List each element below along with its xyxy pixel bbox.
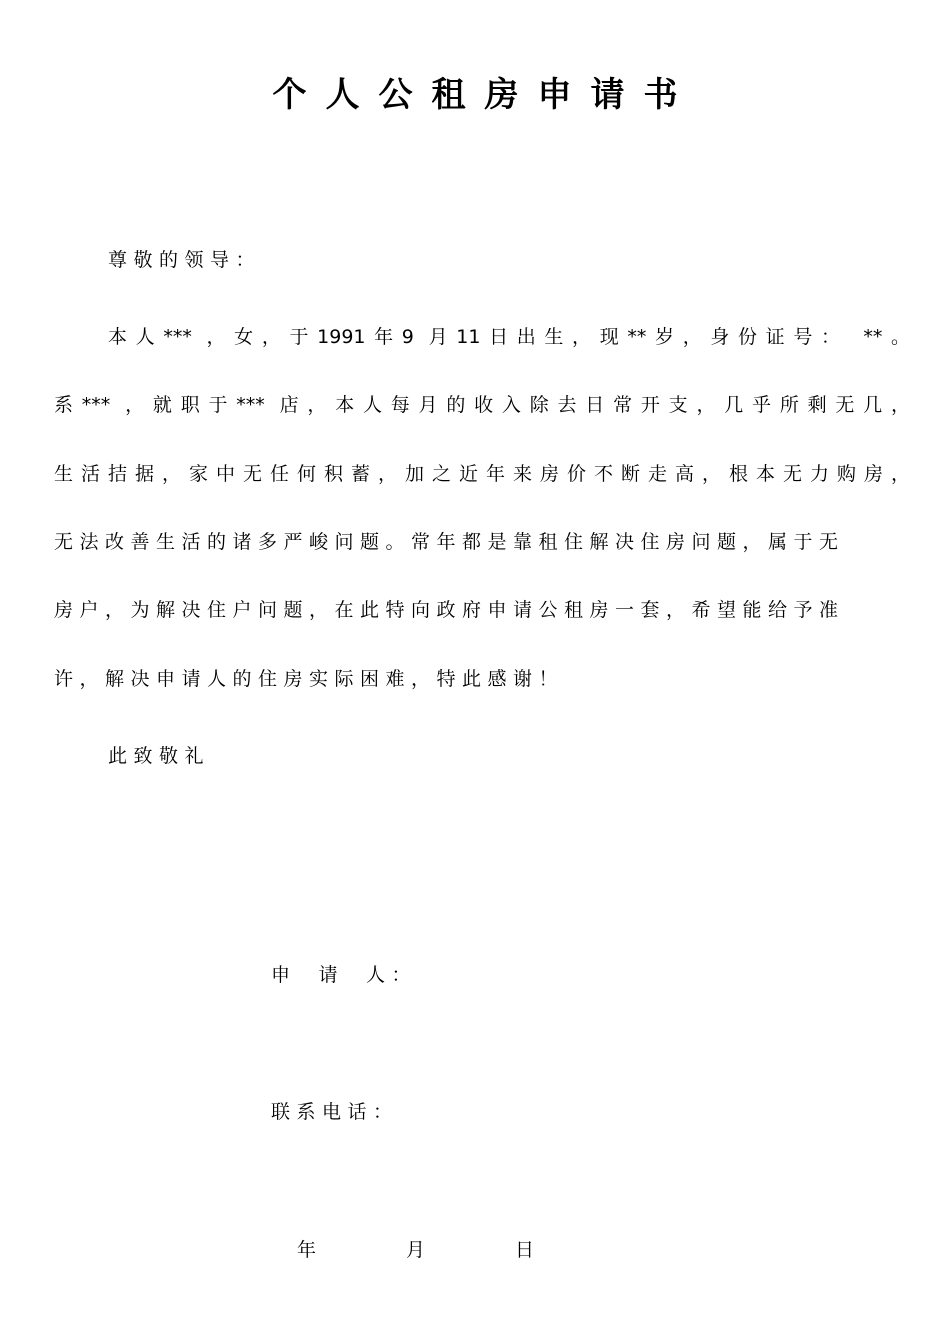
salutation: 尊敬的领导：	[108, 249, 262, 271]
applicant-label	[271, 963, 417, 987]
applicant-char-2: 请	[318, 964, 345, 986]
phone-label: 联系电话：	[271, 1101, 399, 1123]
body-line-6: 许，解决申请人的住房实际困难，特此感谢！	[54, 668, 565, 690]
closing-line: 此致敬礼	[108, 745, 211, 767]
date-year-label: 年	[297, 1239, 323, 1261]
applicant-char-1: 申	[271, 964, 297, 986]
body-line-3: 生活拮据，家中无任何积蓄，加之近年来房价不断走高，根本无力购房，	[54, 463, 910, 485]
body-line-5: 房户，为解决住户问题，在此特向政府申请公租房一套，希望能给予准	[54, 599, 845, 621]
body-line-4: 无法改善生活的诸多严峻问题。常年都是靠租住解决住房问题，属于无	[54, 531, 845, 553]
date-day-label: 日	[515, 1239, 541, 1261]
document-title: 个人公租房申请书	[272, 75, 697, 115]
date-month-label: 月	[406, 1239, 432, 1261]
body-line-1: 本人*** ，女，于1991年9 月11日出生，现**岁，身份证号： **。	[108, 326, 910, 348]
body-line-2: 系*** ，就职于*** 店，本人每月的收入除去日常开支，几乎所剩无几，	[54, 394, 910, 416]
applicant-char-3: 人：	[366, 964, 418, 986]
